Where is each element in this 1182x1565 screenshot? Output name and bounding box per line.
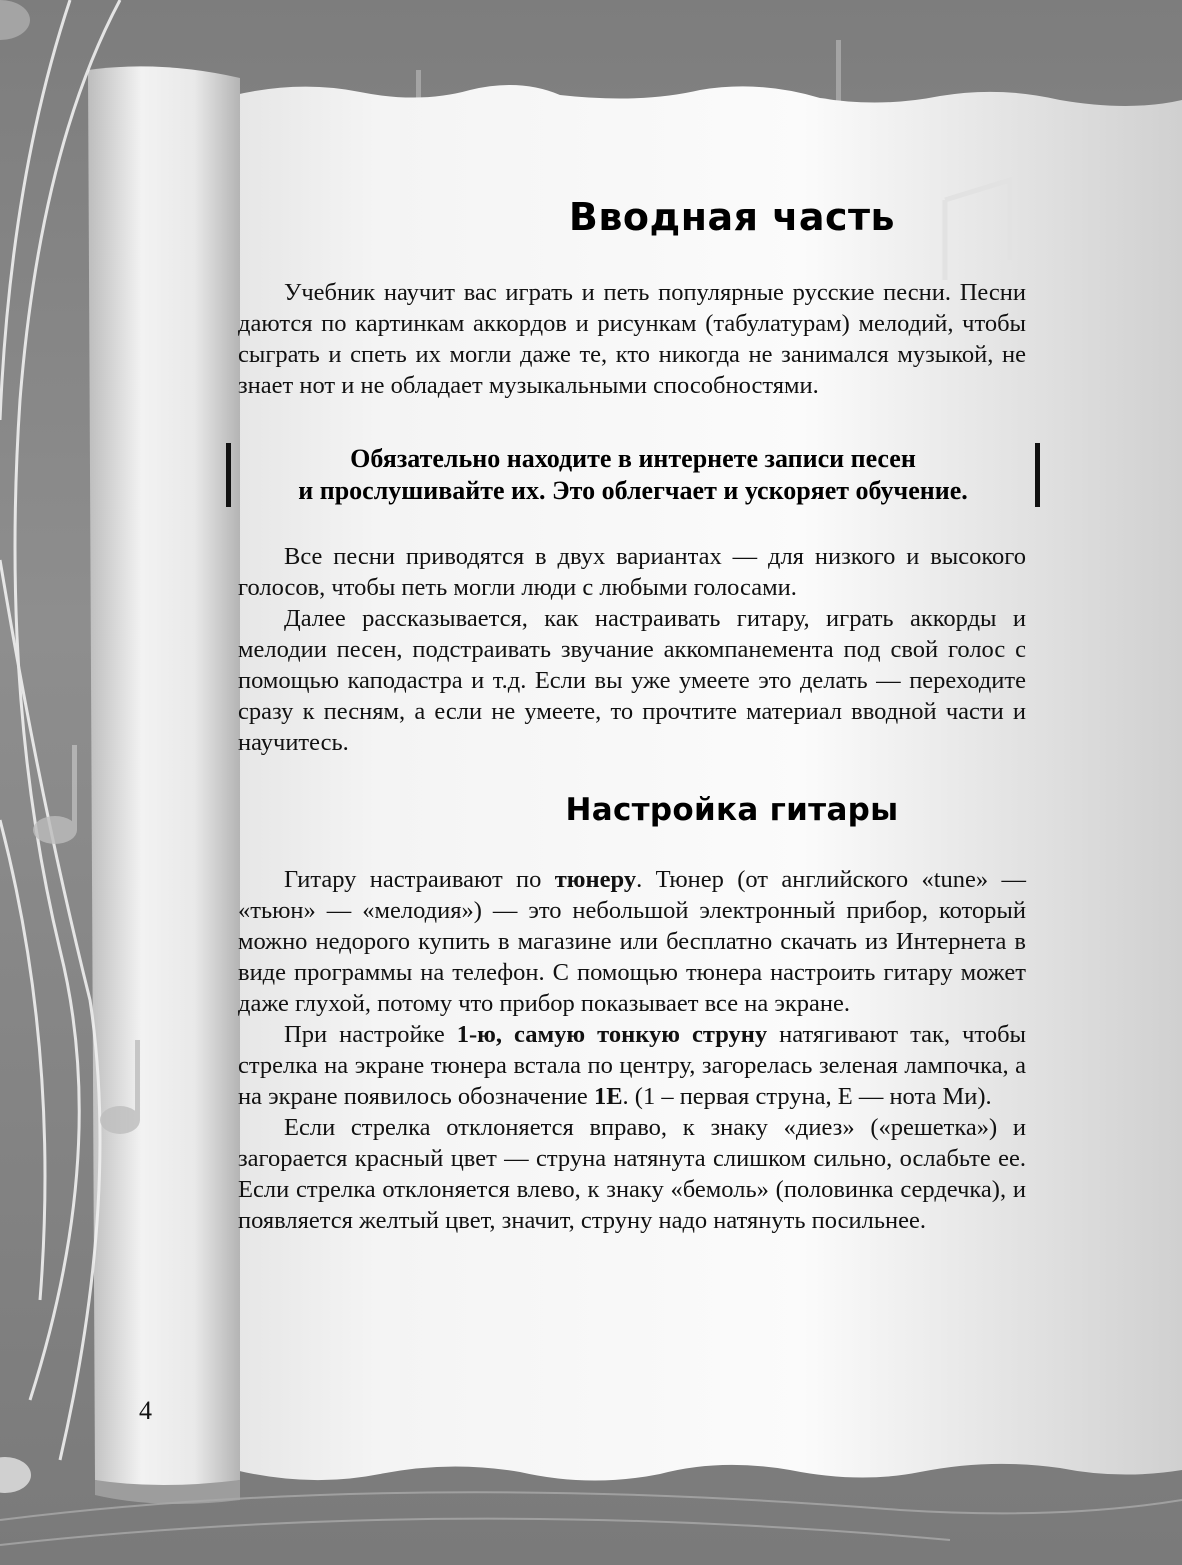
tuning-p2-text: При настройке: [284, 1021, 457, 1048]
tuning-paragraph-2: [238, 1019, 1026, 1112]
page-content: [238, 195, 1026, 1236]
tuning-p1-text: Гитару настраивают по: [284, 866, 555, 893]
tuning-paragraph-3: Если стрелка отклоняется вправо, к знаку «диез» («решетка») и загорается красный цвет — струна натянута слишком сильно, ослабьте ее. Если стрелка отклоняется влево, к знаку «бемоль» (половинка сердечка), и появляется желтый цвет, значит, струну надо натянуть посильнее.: [238, 1114, 1026, 1234]
tuning-p2-bold-2: 1E: [593, 1083, 623, 1110]
tuning-heading: Настройка гитары: [565, 792, 899, 828]
callout-box: [226, 443, 1040, 507]
tuning-paragraph-1: [238, 864, 1026, 1019]
page-number: 4: [139, 1396, 152, 1425]
tuning-p1-bold: тюнеру: [554, 866, 637, 893]
tuning-p2-text-2: натягивают так, чтобы стрелка на экране тюнера встала по центру, загорелась зеленая лампочка, а на экране появилось обозначение: [238, 1021, 1026, 1110]
intro-paragraph: Учебник научит вас играть и петь популярные русские песни. Песни даются по картинкам аккордов и рисункам (табулатурам) мелодий, чтобы сыграть и спеть их могли даже те, кто никогда не занимался музыкой, не знает нот и не обладает музыкальными способностями.: [238, 279, 1026, 399]
next-paragraph: Далее рассказывается, как настраивать гитару, играть аккорды и мелодии песен, подстраивать звучание аккомпанемента под свой голос с помощью каподастра и т.д. Если вы уже умеете это делать — переходите сразу к песням, а если не умеете, то прочтите материал вводной части и научитесь.: [238, 605, 1026, 756]
tuning-p1-text-2: . Тюнер (от английского «tune» — «тьюн» — «мелодия») — это небольшой электронный прибор, который можно недорого купить в магазине или бесплатно скачать из Интернета в виде программы на телефон. С помощью тюнера настроить гитару может даже глухой, потому что прибор показывает все на экране.: [238, 866, 1026, 1017]
callout-line-1: Обязательно находите в интернете записи песен: [350, 444, 916, 473]
variants-paragraph: Все песни приводятся в двух вариантах — для низкого и высокого голосов, чтобы петь могли люди с любыми голосами.: [238, 543, 1026, 601]
tuning-p2-bold: 1-ю, самую тонкую струну: [456, 1021, 768, 1048]
intro-heading: Вводная часть: [568, 195, 896, 239]
tuning-p2-text-3: . (1 – первая струна, E — нота Ми).: [622, 1083, 992, 1110]
callout-line-2: и прослушивайте их. Это облегчает и ускоряет обучение.: [298, 476, 968, 505]
